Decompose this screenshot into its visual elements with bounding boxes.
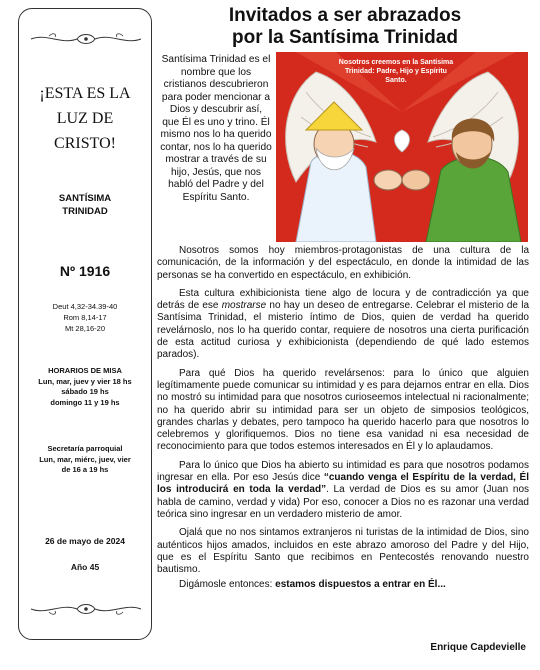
paragraph: Para qué Dios ha querido revelársenos: para lo único que alguien legítimamente puede comunicar su intimidad y es para dejarnos entrar en ella. Dios no mostró su intimidad para que nosotros curioseemos intelectual ni racionalmente; no ha querido abrir su intimidad para ser un objeto de simposios teológicos, grandes charlas y debates, pero tampoco ha querido hacerlo para que nosotros lo celebremos y glorifiquemos. Dios no tiene esa vanidad ni esa necesidad de reconocimiento para que todos estemos interesados en Él y lo aplaudamos. [157, 367, 529, 453]
mass-schedule-line: Lun, mar, juev y vier 18 hs [38, 376, 132, 386]
article-title [160, 5, 530, 49]
mass-schedule-line: domingo 11 y 19 hs [50, 397, 120, 407]
closing-bold: estamos dispuestos a entrar en Él... [275, 579, 446, 591]
illustration-caption: Nosotros creemos en la Santísima Trinidad: Padre, Hijo y Espíritu Santo. [338, 59, 454, 84]
emphasis-mostrarse: mostrarse [221, 300, 267, 312]
office-hours-heading: Secretaría parroquial [47, 444, 123, 453]
reading-item: Deut 4,32-34.39-40 [52, 302, 118, 311]
paragraph: Ojalá que no nos sintamos extranjeros ni turistas de la intimidad de Dios, sino auténticos hijos amados, incluidos en este abrazo amoroso del Padre y del Hijo, que es el Espíritu Santo que recibimos en Pentecostés renovando nuestro bautismo. [157, 527, 529, 576]
article-title-line1: Invitados a ser abrazados [228, 5, 462, 26]
reading-item: Rom 8,14-17 [63, 313, 107, 322]
office-hours [19, 444, 151, 476]
paragraph: Digámosle entonces: estamos dispuestos a entrar en Él... [179, 579, 446, 591]
ornament-top [27, 31, 145, 47]
mass-schedule-line: sábado 19 hs [61, 387, 109, 396]
ornament-bottom [27, 601, 145, 617]
sidebar-feast-line2: TRINIDAD [62, 206, 108, 217]
issue-date: 26 de mayo de 2024 [45, 536, 125, 546]
article-intro: Santísima Trinidad es el nombre que los cristianos descubrieron para poder mencionar a Dios y descubrir así, que Él es uno y trino. Él mismo nos lo ha querido contar, nos lo ha querido mostrar a través de su hijo, Jesús, que nos habló del Padre y del Espíritu Santo. [160, 54, 272, 203]
sidebar-feast-line1: SANTÍSIMA [58, 193, 112, 204]
issue-year: Año 45 [70, 562, 100, 572]
paragraph: Esta cultura exhibicionista tiene algo de locura y de contradicción ya que detrás de ese mostrarse no hay un deseo de entregarse. Celebrar el misterio de la Santísima Trinidad, el misterio íntimo de Dios, quien de verdad ha querido revelárnoslo, nos lo ha querido contar, requiere de nosotros una cierta purificación de esta actitud curiosa y exhibicionista (dependiendo de qué lado estemos parados). [157, 287, 529, 361]
article-body [157, 245, 529, 595]
issue-number: Nº 1916 [59, 263, 111, 279]
paragraph: Nosotros somos hoy miembros-protagonistas de una cultura de la comunicación, de la información y del espectáculo, en donde la intimidad de las personas se ha convertido en espectáculo, en exhibición. [157, 245, 529, 281]
sidebar-motto: ¡ESTA ES LA LUZ DE CRISTO! [39, 85, 131, 152]
article-title-line2: por la Santísima Trinidad [232, 27, 458, 48]
paragraph: Para lo único que Dios ha abierto su intimidad es para que nosotros podamos ingresar en ella. Por eso Jesús dice “cuando venga el Espíritu de la verdad, Él los introducirá en toda la verdad”. La verdad de Dios es su amor (Juan nos habla de camino, verdad y vida) Por eso, conocer a Dios no es razonar una verdad teórica sino ingresar en un verdadero misterio de amor. [157, 459, 529, 520]
quote-bold: “cuando venga el Espíritu de la verdad, Él los introducirá en toda la verdad” [157, 472, 529, 496]
readings-list [19, 301, 151, 334]
mass-schedule-heading: HORARIOS DE MISA [48, 366, 122, 375]
mass-schedule [19, 366, 151, 408]
sidebar-feast [19, 192, 151, 218]
office-hours-line: de 16 a 19 hs [61, 465, 109, 474]
reading-item: Mt 28,16-20 [64, 324, 106, 333]
trinity-illustration [276, 52, 528, 242]
author-signature: Enrique Capdevielle [430, 642, 526, 653]
sidebar-panel [18, 8, 152, 640]
office-hours-line: Lun, mar, miérc, juev, vier [39, 454, 131, 464]
